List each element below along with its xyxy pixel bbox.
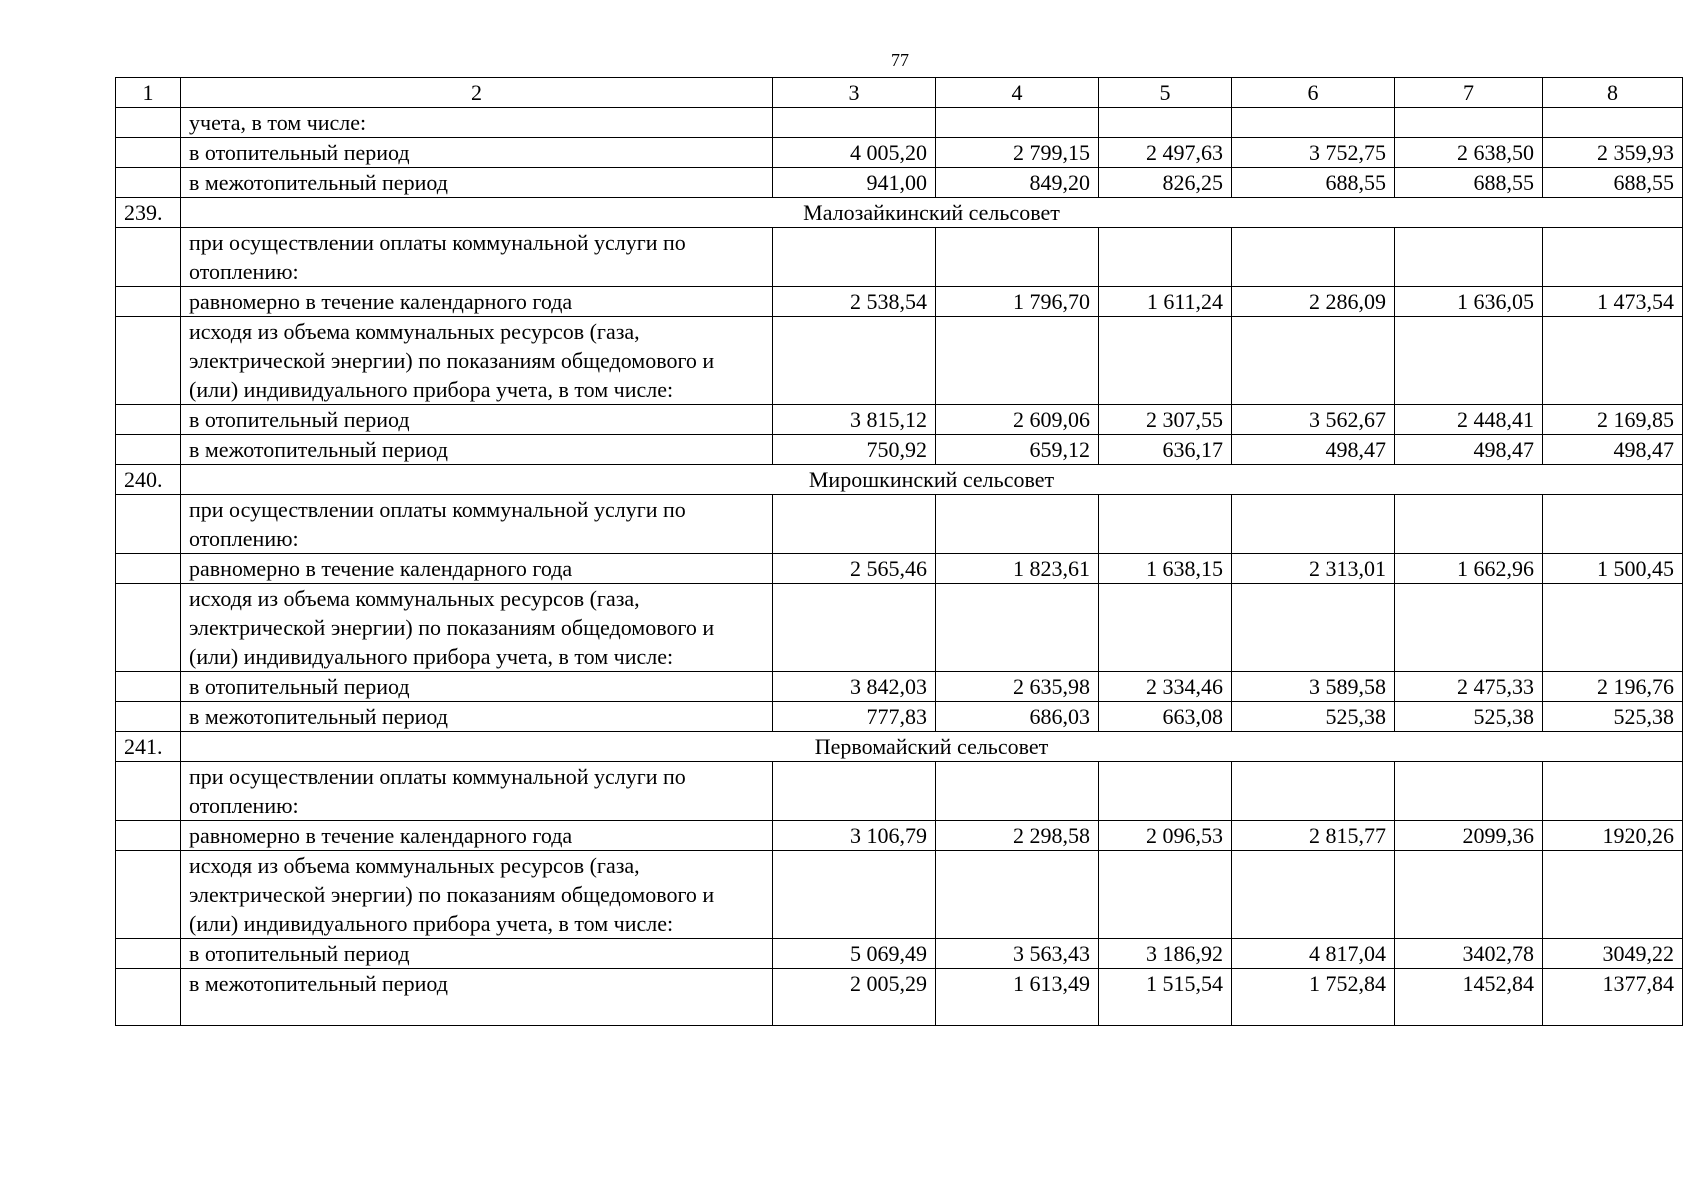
value-cell <box>1232 108 1395 138</box>
header-cell: 5 <box>1099 78 1232 108</box>
value-cell <box>1099 762 1232 821</box>
value-cell: 498,47 <box>1543 435 1683 465</box>
value-cell: 3 589,58 <box>1232 672 1395 702</box>
value-cell <box>1232 584 1395 672</box>
value-cell <box>773 317 936 405</box>
value-cell <box>1543 762 1683 821</box>
row-index <box>116 969 181 1026</box>
row-description: равномерно в течение календарного года <box>181 554 773 584</box>
value-cell: 2 565,46 <box>773 554 936 584</box>
value-cell <box>1543 584 1683 672</box>
value-cell <box>1395 762 1543 821</box>
value-cell: 2 307,55 <box>1099 405 1232 435</box>
row-description: при осуществлении оплаты коммунальной услуги по отоплению: <box>181 228 773 287</box>
value-cell: 5 069,49 <box>773 939 936 969</box>
row-index <box>116 495 181 554</box>
table-row <box>116 108 1683 138</box>
value-cell: 659,12 <box>936 435 1099 465</box>
section-row <box>116 198 1683 228</box>
value-cell: 2099,36 <box>1395 821 1543 851</box>
value-cell <box>1232 228 1395 287</box>
value-cell <box>936 851 1099 939</box>
value-cell: 2 096,53 <box>1099 821 1232 851</box>
row-index <box>116 702 181 732</box>
value-cell: 2 638,50 <box>1395 138 1543 168</box>
value-cell <box>1099 851 1232 939</box>
value-cell: 1 752,84 <box>1232 969 1395 1026</box>
value-cell: 2 538,54 <box>773 287 936 317</box>
value-cell: 2 609,06 <box>936 405 1099 435</box>
table-row <box>116 554 1683 584</box>
value-cell <box>773 851 936 939</box>
row-index: 239. <box>116 198 181 228</box>
value-cell: 3 815,12 <box>773 405 936 435</box>
table-row <box>116 939 1683 969</box>
row-description: в отопительный период <box>181 405 773 435</box>
value-cell: 688,55 <box>1395 168 1543 198</box>
value-cell: 636,17 <box>1099 435 1232 465</box>
value-cell: 1 500,45 <box>1543 554 1683 584</box>
tariff-table <box>115 77 1683 1026</box>
row-description: учета, в том числе: <box>181 108 773 138</box>
value-cell <box>1543 317 1683 405</box>
value-cell: 2 286,09 <box>1232 287 1395 317</box>
value-cell <box>773 584 936 672</box>
value-cell <box>936 762 1099 821</box>
row-index <box>116 108 181 138</box>
value-cell <box>1543 851 1683 939</box>
value-cell <box>1543 495 1683 554</box>
value-cell: 2 005,29 <box>773 969 936 1026</box>
value-cell: 2 169,85 <box>1543 405 1683 435</box>
row-description: при осуществлении оплаты коммунальной услуги по отоплению: <box>181 762 773 821</box>
value-cell: 2 475,33 <box>1395 672 1543 702</box>
table-row <box>116 672 1683 702</box>
section-title: Первомайский сельсовет <box>181 732 1683 762</box>
header-cell: 1 <box>116 78 181 108</box>
header-cell: 6 <box>1232 78 1395 108</box>
value-cell: 1377,84 <box>1543 969 1683 1026</box>
value-cell: 941,00 <box>773 168 936 198</box>
row-index <box>116 554 181 584</box>
value-cell: 2 298,58 <box>936 821 1099 851</box>
value-cell: 826,25 <box>1099 168 1232 198</box>
row-description: в отопительный период <box>181 939 773 969</box>
row-description: исходя из объема коммунальных ресурсов (газа, электрической энергии) по показаниям общедомового и (или) индивидуального прибора учета, в том числе: <box>181 317 773 405</box>
value-cell: 3 106,79 <box>773 821 936 851</box>
value-cell: 2 359,93 <box>1543 138 1683 168</box>
value-cell <box>773 762 936 821</box>
value-cell <box>1395 108 1543 138</box>
section-title: Малозайкинский сельсовет <box>181 198 1683 228</box>
header-cell: 4 <box>936 78 1099 108</box>
row-index <box>116 584 181 672</box>
value-cell: 1 473,54 <box>1543 287 1683 317</box>
value-cell <box>1232 851 1395 939</box>
row-description: при осуществлении оплаты коммунальной услуги по отоплению: <box>181 495 773 554</box>
row-description: в отопительный период <box>181 672 773 702</box>
value-cell <box>936 495 1099 554</box>
row-index <box>116 851 181 939</box>
table-row <box>116 495 1683 554</box>
value-cell <box>773 108 936 138</box>
table-row <box>116 168 1683 198</box>
table-row <box>116 317 1683 405</box>
value-cell: 525,38 <box>1543 702 1683 732</box>
value-cell <box>1395 317 1543 405</box>
row-description: в отопительный период <box>181 138 773 168</box>
table-row <box>116 851 1683 939</box>
value-cell: 2 313,01 <box>1232 554 1395 584</box>
table-row <box>116 138 1683 168</box>
section-row <box>116 465 1683 495</box>
value-cell <box>1232 317 1395 405</box>
row-description: в межотопительный период <box>181 969 773 1026</box>
value-cell: 777,83 <box>773 702 936 732</box>
table-body <box>116 78 1683 1026</box>
table-row <box>116 702 1683 732</box>
row-index <box>116 228 181 287</box>
value-cell: 1920,26 <box>1543 821 1683 851</box>
value-cell: 3 562,67 <box>1232 405 1395 435</box>
value-cell: 1 636,05 <box>1395 287 1543 317</box>
value-cell: 2 799,15 <box>936 138 1099 168</box>
value-cell <box>1395 851 1543 939</box>
header-cell: 7 <box>1395 78 1543 108</box>
row-index: 240. <box>116 465 181 495</box>
value-cell: 1 613,49 <box>936 969 1099 1026</box>
value-cell: 1 823,61 <box>936 554 1099 584</box>
row-index <box>116 821 181 851</box>
value-cell <box>1395 228 1543 287</box>
row-description: в межотопительный период <box>181 168 773 198</box>
value-cell: 2 497,63 <box>1099 138 1232 168</box>
value-cell <box>1232 762 1395 821</box>
value-cell <box>1232 495 1395 554</box>
value-cell: 1452,84 <box>1395 969 1543 1026</box>
value-cell: 3 563,43 <box>936 939 1099 969</box>
row-index <box>116 762 181 821</box>
header-cell: 8 <box>1543 78 1683 108</box>
table-row <box>116 969 1683 1026</box>
value-cell <box>1543 108 1683 138</box>
value-cell: 498,47 <box>1232 435 1395 465</box>
value-cell: 3 752,75 <box>1232 138 1395 168</box>
value-cell <box>1099 317 1232 405</box>
value-cell <box>936 108 1099 138</box>
value-cell <box>1099 495 1232 554</box>
row-description: в межотопительный период <box>181 702 773 732</box>
row-description: равномерно в течение календарного года <box>181 287 773 317</box>
value-cell <box>1543 228 1683 287</box>
value-cell: 2 196,76 <box>1543 672 1683 702</box>
row-index <box>116 287 181 317</box>
value-cell: 525,38 <box>1395 702 1543 732</box>
row-description: исходя из объема коммунальных ресурсов (газа, электрической энергии) по показаниям общедомового и (или) индивидуального прибора учета, в том числе: <box>181 584 773 672</box>
value-cell <box>1099 228 1232 287</box>
row-index <box>116 939 181 969</box>
value-cell: 525,38 <box>1232 702 1395 732</box>
value-cell: 3402,78 <box>1395 939 1543 969</box>
row-index <box>116 672 181 702</box>
value-cell: 4 005,20 <box>773 138 936 168</box>
row-description: равномерно в течение календарного года <box>181 821 773 851</box>
row-index <box>116 138 181 168</box>
value-cell: 688,55 <box>1232 168 1395 198</box>
section-row <box>116 732 1683 762</box>
value-cell: 4 817,04 <box>1232 939 1395 969</box>
value-cell: 3 186,92 <box>1099 939 1232 969</box>
value-cell: 1 796,70 <box>936 287 1099 317</box>
section-title: Мирошкинский сельсовет <box>181 465 1683 495</box>
table-row <box>116 584 1683 672</box>
table-row <box>116 287 1683 317</box>
value-cell <box>1099 584 1232 672</box>
table-row <box>116 762 1683 821</box>
value-cell <box>773 495 936 554</box>
row-index <box>116 168 181 198</box>
value-cell: 3049,22 <box>1543 939 1683 969</box>
value-cell: 2 635,98 <box>936 672 1099 702</box>
value-cell: 663,08 <box>1099 702 1232 732</box>
value-cell: 1 515,54 <box>1099 969 1232 1026</box>
row-index: 241. <box>116 732 181 762</box>
value-cell: 498,47 <box>1395 435 1543 465</box>
value-cell: 688,55 <box>1543 168 1683 198</box>
value-cell <box>1395 495 1543 554</box>
value-cell: 849,20 <box>936 168 1099 198</box>
row-description: исходя из объема коммунальных ресурсов (газа, электрической энергии) по показаниям общедомового и (или) индивидуального прибора учета, в том числе: <box>181 851 773 939</box>
value-cell: 2 334,46 <box>1099 672 1232 702</box>
value-cell <box>1099 108 1232 138</box>
table-row <box>116 435 1683 465</box>
value-cell <box>936 584 1099 672</box>
value-cell <box>1395 584 1543 672</box>
page-number: 77 <box>891 50 909 70</box>
row-index <box>116 435 181 465</box>
table-row <box>116 821 1683 851</box>
value-cell: 750,92 <box>773 435 936 465</box>
header-cell: 3 <box>773 78 936 108</box>
row-index <box>116 317 181 405</box>
value-cell <box>936 317 1099 405</box>
row-index <box>116 405 181 435</box>
value-cell <box>773 228 936 287</box>
value-cell <box>936 228 1099 287</box>
value-cell: 1 611,24 <box>1099 287 1232 317</box>
header-row <box>116 78 1683 108</box>
value-cell: 1 662,96 <box>1395 554 1543 584</box>
value-cell: 2 448,41 <box>1395 405 1543 435</box>
header-cell: 2 <box>181 78 773 108</box>
row-description: в межотопительный период <box>181 435 773 465</box>
table-row <box>116 228 1683 287</box>
value-cell: 1 638,15 <box>1099 554 1232 584</box>
value-cell: 3 842,03 <box>773 672 936 702</box>
table-row <box>116 405 1683 435</box>
value-cell: 686,03 <box>936 702 1099 732</box>
value-cell: 2 815,77 <box>1232 821 1395 851</box>
